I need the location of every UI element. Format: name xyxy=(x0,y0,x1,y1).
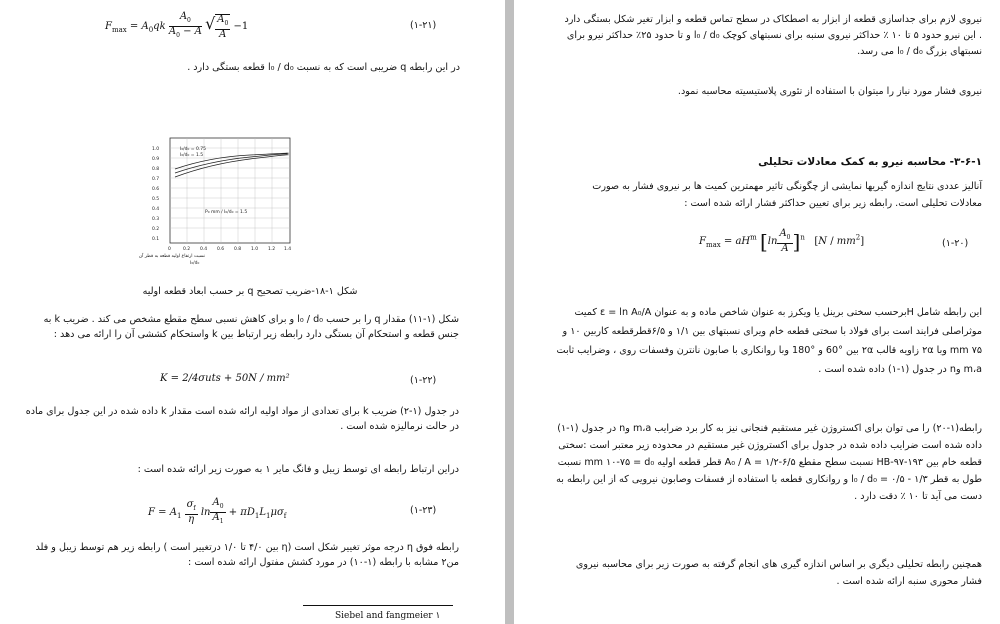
paragraph-eta: رابطه فوق η درجه موثر تغییر شکل است (η بین ۴/۰ تا ۱/۰ درتغییر است ) رابطه زیر هم توسط زیبل و فلد من۲ مشابه با رابطه (۱-۱۰) در مورد کشش مفتول ارائه شده است : xyxy=(35,542,459,568)
x-axis-label: نسبت ارتفاع اولیه قطعه به قطر آن xyxy=(138,254,205,259)
right-page xyxy=(514,0,1000,624)
equation-1-21: $F_{max} = A_0qk$ $\frac{A_0}{A_0 - A}$ √ $\frac{A_0}{A}$ −1 xyxy=(105,11,249,40)
footnote-divider xyxy=(303,605,453,606)
page-gutter xyxy=(505,0,514,624)
paragraph-analysis: آنالیز عددی نتایج اندازه گیریها نمایشی از چگونگی تاثیر مهمترین کمیت ها بر نیروی فشار به صورت معادلات تحلیلی است. رابطه زیر برای تعیین حداکثر فشار ارائه شده است : xyxy=(592,181,982,209)
legend-label-3: P₀ mm / I₀/d₀ = 1.5 xyxy=(205,210,248,215)
paragraph-siebel: دراین ارتباط رابطه ای توسط زیبل و فانگ مایر ۱ به صورت زیر ارائه شده است : xyxy=(137,464,459,475)
x-axis-symbol: I₀/d₀ xyxy=(190,261,200,266)
y-tick: 0.2 xyxy=(152,227,160,232)
y-tick: 0.8 xyxy=(152,167,160,172)
x-tick: 0.6 xyxy=(217,247,225,252)
y-tick: 0.6 xyxy=(152,187,160,192)
paragraph-shamel: این رابطه شامل Hبرحسب سختی برینل یا ویکرز به عنوان شاخص ماده و به عنوان ε = ln A₀/A کمیت موثراصلی فرایند است برای فولاد با سختی قطعه خام ویرای نسبتهای بین ۱/۱ و ۶/۵قطرقطعه کاربین ۱۰ و ۷۵ mm وبا ۲α زاویه قالب ۲α بین °60 و °180 وبا روانکاری با صابون نانترن وفسفات روی ، وضرایب ثابت m،a وn در جدول (۱-۱) داده شده است . xyxy=(556,307,982,375)
x-tick: 0 xyxy=(168,247,171,252)
x-tick: 1.4 xyxy=(284,247,292,252)
equation-number: (۱-۲۲) xyxy=(410,375,437,386)
x-tick: 0.2 xyxy=(183,247,191,252)
paragraph-hamchenin: همچنین رابطه تحلیلی دیگری بر اساس اندازه گیری های انجام گرفته به صورت زیر برای محاسبه نیروی فشار محوری سنبه ارائه شده است . xyxy=(575,559,982,587)
equation-number: (۱-۲۱) xyxy=(410,20,437,31)
legend-label-2: I₀/d₀ = 1.5 xyxy=(180,153,204,158)
x-tick: 0.4 xyxy=(200,247,208,252)
equation-number: (۱-۲۰) xyxy=(942,238,969,249)
y-tick: 0.9 xyxy=(152,157,160,162)
equation-1-23: $F = A_1$ $\frac{\sigma_f}{\eta}$ ln $\frac{A_0}{A_1}$ + $\pi D_1L_1\mu\sigma_f$ xyxy=(148,497,287,525)
y-tick: 0.5 xyxy=(152,197,160,202)
equation-1-20: $F_{max} = aH^m$ [ln $\frac{A_0}{A}$ ]$^n$ $[N / mm^2]$ xyxy=(699,228,865,254)
y-tick: 0.3 xyxy=(152,217,160,222)
y-tick: 0.4 xyxy=(152,207,160,212)
figure-caption: شکل ۱-۱۸-ضریب تصحیح q بر حسب ابعاد قطعه اولیه xyxy=(142,286,358,297)
footnote: Siebel and fangmeier ۱ xyxy=(335,611,441,621)
paragraph-table2: در جدول (۱-۲) ضریب k برای تعدادی از مواد اولیه ارائه شده است مقدار k داده شده در این جدول برای ماده در حالت نرمالیزه شده است . xyxy=(25,406,459,432)
legend-label-1: I₀/d₀ = 0.75 xyxy=(180,147,206,152)
paragraph-rabete: رابطه(۱-۲۰) را می توان برای اکستروژن غیر مستقیم فنجانی نیز به کار برد ضرایب m،a وn در جدول (۱-۱) داده شده است ضرایب داده شده در جدول برای اکستروژن غیر مستقیم در محدوده زیر معتبر است :سختی قطعه خام بین HB-۹۷-۱۹۳ نسبت سطح مقطع ۶/۵-۱/۲ = A₀ / A قطر قطعه اولیه mm ۱۰-۷۵ = d₀ نسبت طول به قطر ۱/۳ - ۰/۵ = l₀ / d₀ و روانکاری قطعه با استفاده از فسفات وصابون نیرویی که از این رابطه به دست می آید تا ۱۰ ٪ دقت دارد . xyxy=(556,423,982,502)
figure-q-factor xyxy=(138,133,300,268)
paragraph-q: در این رابطه q ضریبی است که به نسبت l₀ / d₀ قطعه بستگی دارد . xyxy=(187,62,460,73)
paragraph-intro: نیروی لازم برای جداسازی قطعه از ابزار به اصطکاک در سطح تماس قطعه و ابزار تغیر شکل بستگی دارد . این نیرو حدود ۵ تا ۱۰ ٪ حداکثر نیروی سنبه برای نسبتهای کوچک l₀ / d₀ و تا حدود ۲۵٪ حداکثر نیرو برای نسبتهای بزرگ l₀ / d₀ می رسد. xyxy=(564,14,982,57)
y-tick: 0.7 xyxy=(152,177,160,182)
equation-1-22: K = 2/4σuts + 50N / mm² xyxy=(160,373,290,384)
paragraph-plasticity: نیروی فشار مورد نیاز را میتوان با استفاده از تئوری پلاستیسیته محاسبه نمود. xyxy=(677,86,982,97)
y-tick: 1.0 xyxy=(152,147,160,152)
x-tick: 1.2 xyxy=(268,247,276,252)
x-tick: 1.0 xyxy=(251,247,259,252)
paragraph-fig11: شکل (۱-۱۱) مقدار q را بر حسب l₀ / d₀ و برای کاهش نسبی سطح مقطع مشخص می کند . ضریب k به جنس قطعه و استحکام آن بستگی دارد رابطه زیر ارتباط بین k واستحکام کششی آن را ارائه می دهد : xyxy=(43,314,459,340)
section-heading: ۳-۶-۱- محاسبه نیرو به کمک معادلات تحلیلی xyxy=(758,156,982,168)
chart-q-vs-l0d0 xyxy=(138,133,300,268)
y-tick: 0.1 xyxy=(152,237,160,242)
x-tick: 0.8 xyxy=(234,247,242,252)
equation-number: (۱-۲۳) xyxy=(410,505,437,516)
